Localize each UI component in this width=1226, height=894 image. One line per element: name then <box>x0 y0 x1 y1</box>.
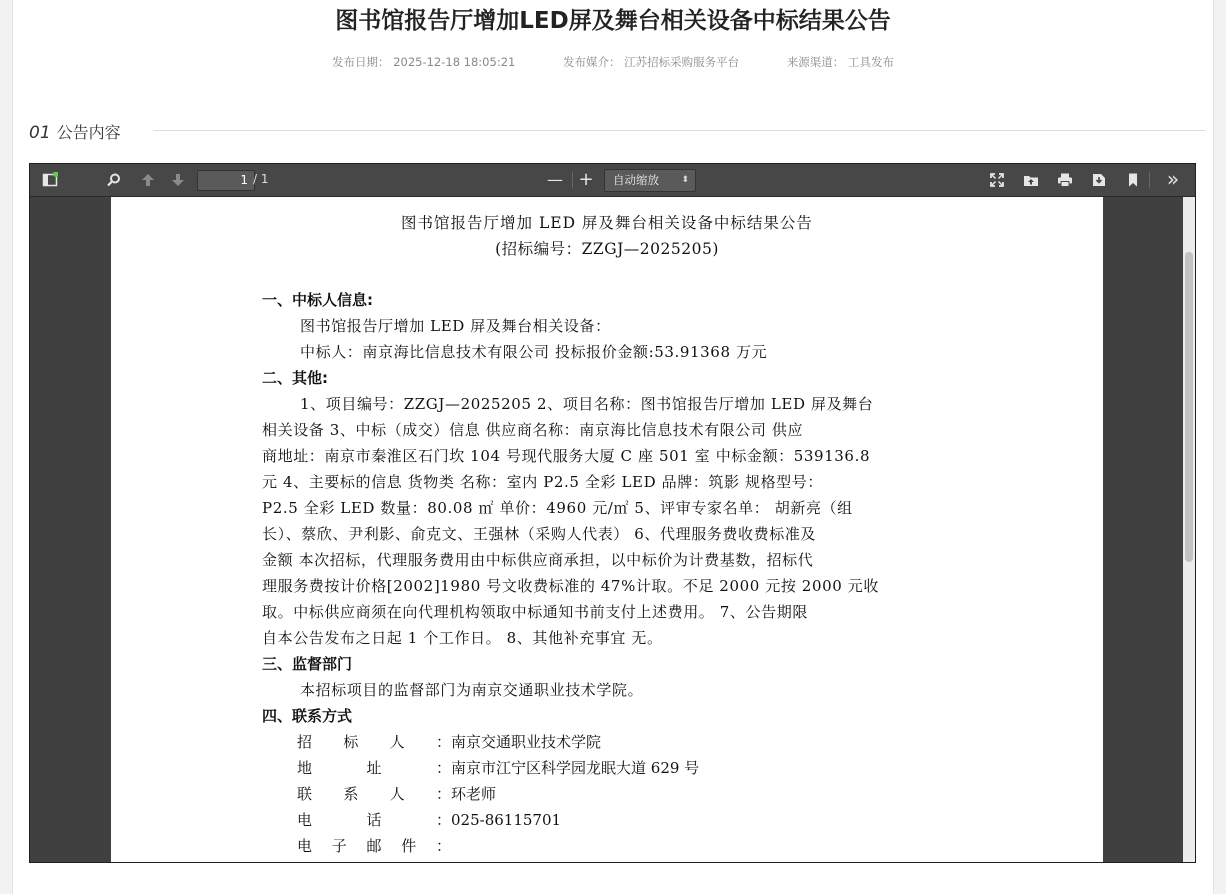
document-title: 图书馆报告厅增加 LED 屏及舞台相关设备中标结果公告 <box>401 214 813 232</box>
zoom-out-button[interactable]: — <box>547 170 563 189</box>
open-file-icon[interactable] <box>1019 168 1043 192</box>
heading-contact: 四、联系方式 <box>262 707 353 725</box>
scrollbar-thumb[interactable] <box>1185 252 1193 562</box>
paragraph: 取。中标供应商须在向代理机构领取中标通知书前支付上述费用。 7、公告期限 <box>262 603 808 621</box>
heading-supervision: 三、监督部门 <box>262 655 353 673</box>
print-icon[interactable] <box>1053 168 1077 192</box>
paragraph: 长）、蔡欣、尹利影、俞克文、王强林（采购人代表） 6、代理服务费收费标准及 <box>262 525 817 543</box>
heading-winner: 一、中标人信息: <box>262 291 373 309</box>
paragraph: 本招标项目的监督部门为南京交通职业技术学院。 <box>300 681 644 699</box>
publish-media: 发布媒介： 江苏招标采购服务平台 <box>562 55 740 69</box>
sidebar-toggle-icon[interactable] <box>38 168 62 192</box>
contact-row: 招标人：南京交通职业技术学院 <box>297 733 602 751</box>
contact-row: 电子邮件： <box>297 837 451 855</box>
toolbar-separator <box>572 172 573 188</box>
toolbar-separator <box>1149 172 1150 188</box>
publish-date: 发布日期： 2025-12-18 18:05:21 <box>332 55 516 69</box>
paragraph: 商地址：南京市秦淮区石门坎 104 号现代服务大厦 C 座 501 室 中标金额：539136.8 <box>262 447 871 465</box>
heading-other: 二、其他: <box>262 369 328 387</box>
more-tools-icon[interactable]: » <box>1166 167 1180 191</box>
page-total: / 1 <box>253 172 269 186</box>
zoom-select-label: 自动缩放 <box>613 173 659 187</box>
previous-page-icon[interactable] <box>136 168 160 192</box>
pdf-toolbar <box>30 164 1195 197</box>
announcement-page <box>12 0 1214 894</box>
document-subtitle: (招标编号：ZZGJ—2025205) <box>495 240 719 258</box>
download-icon[interactable] <box>1087 168 1111 192</box>
section-heading <box>29 120 121 143</box>
contact-row: 地址：南京市江宁区科学园龙眠大道 629 号 <box>297 759 700 777</box>
search-icon[interactable] <box>102 168 126 192</box>
section-divider <box>153 130 1205 131</box>
zoom-in-button[interactable]: + <box>578 169 594 190</box>
paragraph: 金额 本次招标，代理服务费用由中标供应商承担，以中标价为计费基数，招标代 <box>262 551 814 569</box>
presentation-mode-icon[interactable] <box>985 168 1009 192</box>
section-title: 公告内容 <box>56 123 121 142</box>
paragraph: 中标人：南京海比信息技术有限公司 投标报价金额:53.91368 万元 <box>300 343 768 361</box>
next-page-icon[interactable] <box>166 168 190 192</box>
paragraph: 1、项目编号：ZZGJ—2025205 2、项目名称：图书馆报告厅增加 LED 屏及舞台 <box>300 395 874 413</box>
contact-row: 联系人：环老师 <box>297 785 497 803</box>
pdf-page <box>111 197 1103 863</box>
vertical-scrollbar[interactable] <box>1183 197 1195 862</box>
source-channel: 来源渠道： 工具发布 <box>786 55 894 69</box>
paragraph: P2.5 全彩 LED 数量：80.08 ㎡ 单价：4960 元/㎡ 5、评审专家名单： 胡新亮（组 <box>262 499 853 517</box>
paragraph: 元 4、主要标的信息 货物类 名称：室内 P2.5 全彩 LED 品牌：筑影 规格型号： <box>262 473 823 491</box>
zoom-select[interactable] <box>604 169 696 192</box>
bookmark-icon[interactable] <box>1121 168 1145 192</box>
paragraph: 自本公告发布之日起 1 个工作日。 8、其他补充事宜 无。 <box>262 629 663 647</box>
meta-info <box>13 54 1213 70</box>
pdf-viewer <box>29 163 1196 863</box>
paragraph: 理服务费按计价格[2002]1980 号文收费标准的 47%计取。不足 2000 元按 2000 元收 <box>262 577 879 595</box>
paragraph: 相关设备 3、中标（成交）信息 供应商名称：南京海比信息技术有限公司 供应 <box>262 421 804 439</box>
section-number: 01 <box>29 123 51 143</box>
contact-row: 电话：025-86115701 <box>297 811 562 829</box>
paragraph: 图书馆报告厅增加 LED 屏及舞台相关设备： <box>300 317 611 335</box>
page-title: 图书馆报告厅增加LED屏及舞台相关设备中标结果公告 <box>335 8 891 34</box>
chevron-updown-icon: ⬍ <box>681 175 689 185</box>
page-number-input[interactable]: 1 <box>197 170 255 191</box>
